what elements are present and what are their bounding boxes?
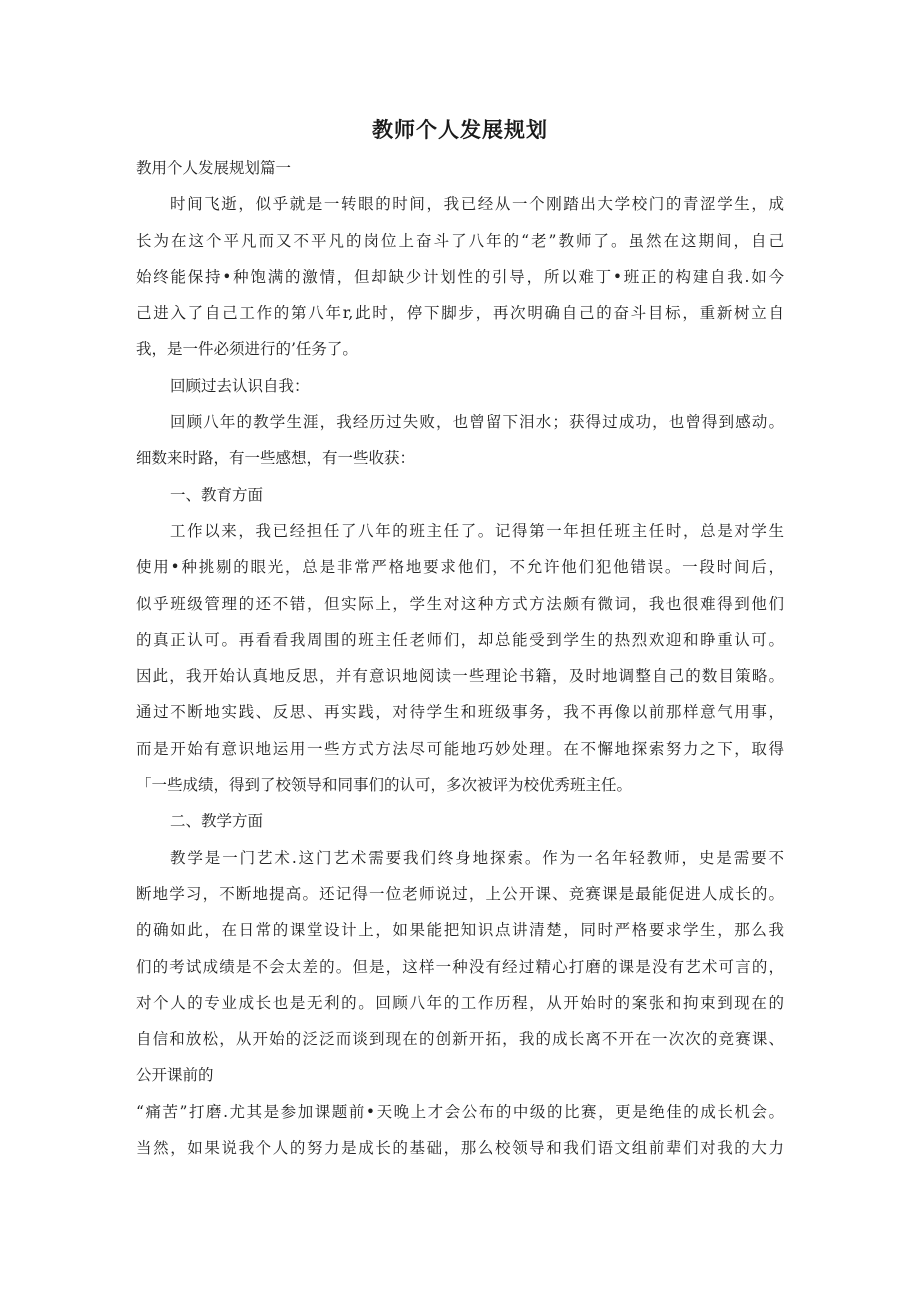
text-line: 我，是一件必须进行的’任务了。 <box>136 340 358 359</box>
text-line: 对个人的专业成长也是无利的。回顾八年的工作历程，从开始时的案张和拘束到现在的 <box>136 993 784 1012</box>
text-line: 「一些成绩，得到了校领导和同事们的认可，多次被评为校优秀班主任。 <box>136 776 633 795</box>
text-line: 长为在这个平凡而又不平凡的岗位上奋斗了八年的“老”教师了。虽然在这期间，自己 <box>136 231 784 250</box>
text-line: 公开课前的 <box>136 1066 214 1085</box>
text-line: 一、教育方面 <box>170 485 264 504</box>
text-line: 二、教学方面 <box>170 812 264 831</box>
text-line: 回顾八年的教学生涯，我经历过失败，也曾留下泪水；获得过成功，也曾得到感动。 <box>170 413 784 432</box>
text-line: 教学是一门艺术.这门艺术需要我们终身地探索。作为一名年轻教师，史是需要不 <box>170 848 784 867</box>
text-line: “痛苦”打磨.尤其是参加课题前•天晚上才会公布的中级的比赛，更是绝佳的成长机会。 <box>136 1102 784 1121</box>
text-line: 断地学习，不断地提高。还记得一位老师说过，上公开课、竞赛课是最能促进人成长的。 <box>136 884 784 903</box>
text-line: 而是开始有意识地运用一些方式方法尽可能地巧妙处理。在不懈地探索努力之下，取得 <box>136 739 784 758</box>
text-line: 始终能保持•种饱满的激情，但却缺少计划性的引导，所以难丁•班正的构建自我.如今 <box>136 267 784 286</box>
text-line: 当然，如果说我个人的努力是成长的基础，那么校领导和我们语文组前辈们对我的大力 <box>136 1139 784 1158</box>
text-line: 似乎班级管理的还不错，但实际上，学生对这种方式方法颇有微词，我也很难得到他们 <box>136 594 784 613</box>
text-line: 使用•种挑剔的眼光，总是非常严格地要求他们，不允许他们犯他错误。一段时间后， <box>136 558 784 577</box>
text-line: 工作以来，我已经担任了八年的班主任了。记得第一年担任班主任时，总是对学生 <box>170 521 784 540</box>
text-line: 因此，我开始认真地反思，并有意识地阅读一些理论书籍，及时地调整自己的数目策略。 <box>136 667 784 686</box>
text-line: 细数来时路，有一些感想，有一些收获： <box>136 449 416 468</box>
text-line: 的真正认可。再看看我周围的班主任老师们，却总能受到学生的热烈欢迎和睁重认可。 <box>136 630 784 649</box>
document-body <box>136 150 784 1166</box>
text-line: 教用个人发展规划篇一 <box>136 159 292 177</box>
text-line: 的确如此，在日常的课堂设计上，如果能把知识点讲清楚，同时严格要求学生，那么我 <box>136 921 784 940</box>
document-title: 教师个人发展规划 <box>372 118 548 142</box>
text-line: 们的考试成绩是不会太差的。但是，这样一种没有经过精心打磨的课是没有艺术可言的， <box>136 957 784 976</box>
text-line: 回顾过去认识自我： <box>170 376 310 395</box>
text-line: 己进入了自己工作的第八年r,此时，停下脚步，再次明确自己的奋斗目标，重新树立自 <box>136 304 784 323</box>
text-line: 自信和放松，从开始的泛泛而谈到现在的创新开拓，我的成长离不开在一次次的竞赛课、 <box>136 1030 784 1049</box>
text-line: 时间飞逝，似乎就是一转眼的时间，我已经从一个刚踏出大学校门的青涩学生，成 <box>170 195 784 214</box>
text-line: 通过不断地实践、反思、再实践，对待学生和班级事务，我不再像以前那样意气用事， <box>136 703 784 722</box>
